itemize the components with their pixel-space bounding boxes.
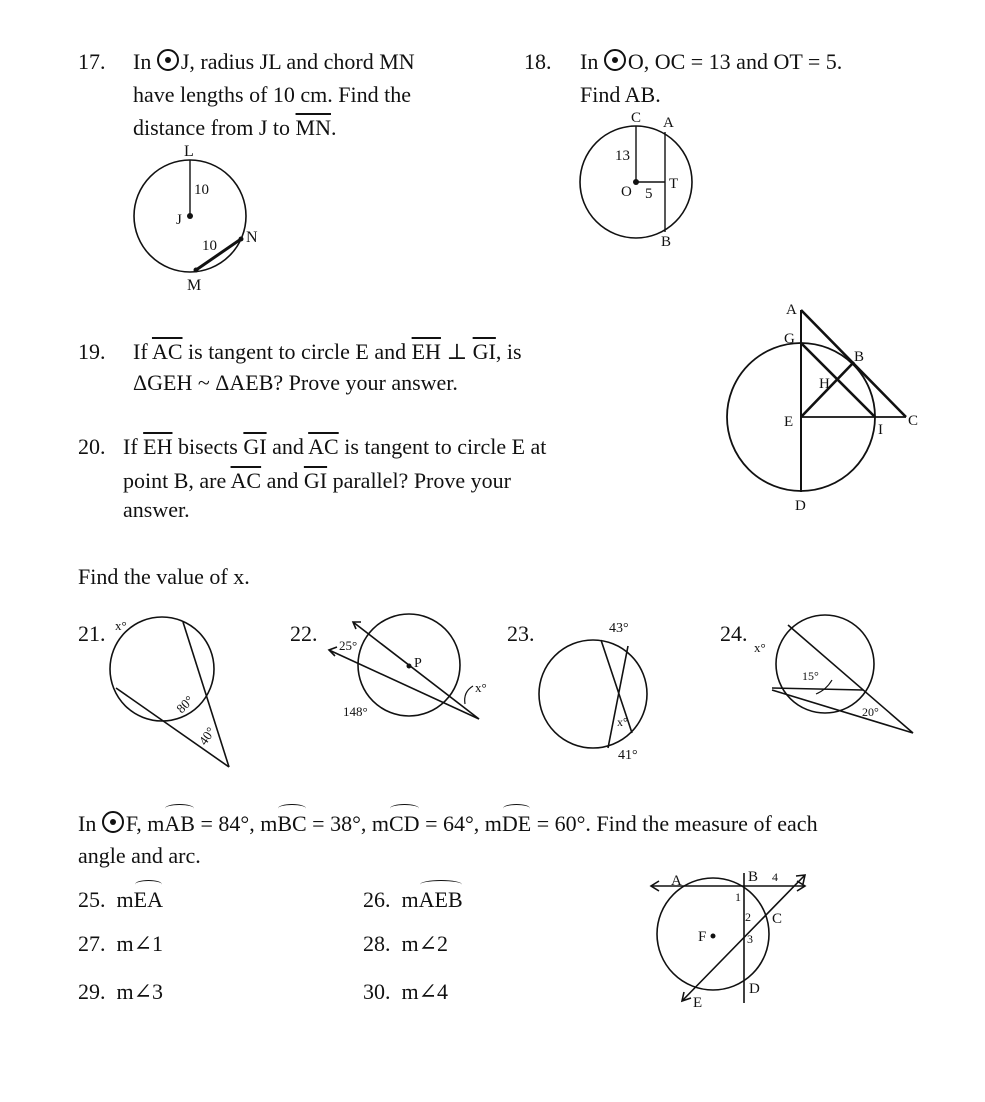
figure-18 [575,108,705,253]
label-41: 41° [618,748,638,763]
problem-19-line1: If $\overline{AC}$ is tangent to circle E and $\overline{EH}$ ⊥ $\overline{GI}$, is [133,339,522,364]
problem-18-line2: Find AB. [580,82,661,107]
item-25: 25. mEA [78,884,163,915]
figure-circle-f [645,865,825,1015]
label-D: D [795,498,806,514]
label-angle-2: 2 [745,910,751,924]
label-G: G [784,331,795,347]
problem-17-number: 17. [78,49,106,74]
label-P: P [414,656,422,671]
label-H: H [819,376,830,392]
label-I: I [878,422,883,438]
label-20: 20° [862,705,879,719]
label-A: A [671,873,682,889]
problem-17-line1: In J, radius JL and chord MN [133,49,415,74]
label-J: J [176,212,182,228]
problem-17-line2: have lengths of 10 cm. Find the [133,82,412,107]
label-M: M [187,277,202,294]
figure-22 [325,612,505,732]
label-5: 5 [645,186,653,202]
problem-19-number: 19. [78,339,106,364]
label-C: C [908,413,919,429]
label-80: 80° [173,692,197,717]
label-43: 43° [609,621,629,636]
label-25: 25° [339,638,358,653]
figure-21 [105,612,245,772]
problem-18-number: 18. [524,49,552,74]
label-x: x° [115,618,127,633]
label-148: 148° [343,704,368,719]
label-A: A [786,302,797,318]
label-L: L [184,143,194,160]
figure-23 [535,615,665,765]
circle-dot-symbol [157,49,179,71]
label-B: B [854,349,865,365]
problem-23-number: 23. [507,621,535,646]
item-26: 26. mAEB [363,884,463,915]
problem-19-line2: ΔGEH ~ ΔAEB? Prove your answer. [133,370,458,395]
problem-20-number: 20. [78,434,106,459]
find-x-heading: Find the value of x. [78,564,250,589]
item-29: 29. m∠3 [78,979,164,1004]
problem-20-line2: point B, are $\overline{AC}$ and $\overline{GI}$ parallel? Prove your [123,468,511,493]
label-C: C [631,110,642,126]
label-A: A [663,115,674,131]
label-E: E [784,414,794,430]
label-x: x° [617,715,628,729]
problem-24-number: 24. [720,621,748,646]
label-T: T [669,176,679,192]
circle-dot-symbol [102,811,124,833]
problem-20-line1: If $\overline{EH}$ bisects $\overline{GI}$ and $\overline{AC}$ is tangent to circle E at [123,434,547,459]
item-30: 30. m∠4 [363,979,449,1004]
figure-24 [750,612,920,737]
label-D: D [749,981,760,997]
problem-21-number: 21. [78,621,106,646]
circle-dot-symbol [604,49,626,71]
problem-22-number: 22. [290,621,318,646]
circle-f-line1: In F, mAB = 84°, mBC = 38°, mCD = 64°, mDE = 60°. Find the measure of each [78,808,818,839]
item-27: 27. m∠1 [78,931,164,956]
label-15: 15° [802,669,819,683]
label-angle-1: 1 [735,890,741,904]
label-13: 13 [615,148,630,164]
label-angle-3: 3 [747,932,753,946]
label-O: O [621,184,632,200]
problem-18-line1: In O, OC = 13 and OT = 5. [580,49,843,74]
label-B: B [661,234,672,250]
circle-f-line2: angle and arc. [78,843,201,868]
label-angle-4: 4 [772,870,778,884]
item-28: 28. m∠2 [363,931,449,956]
label-radius-10: 10 [194,182,209,198]
label-chord-10: 10 [202,238,217,254]
label-B: B [748,869,759,885]
figure-17 [120,140,260,300]
label-C: C [772,911,783,927]
label-x: x° [754,640,766,655]
label-x: x° [475,680,487,695]
figure-19-20 [720,296,940,518]
problem-17-line3: distance from J to $\overline{MN}$. [133,115,337,140]
problem-20-line3: answer. [123,497,190,522]
label-N: N [246,229,258,246]
label-40: 40° [195,724,219,748]
label-F: F [698,929,707,945]
label-E: E [693,995,703,1011]
